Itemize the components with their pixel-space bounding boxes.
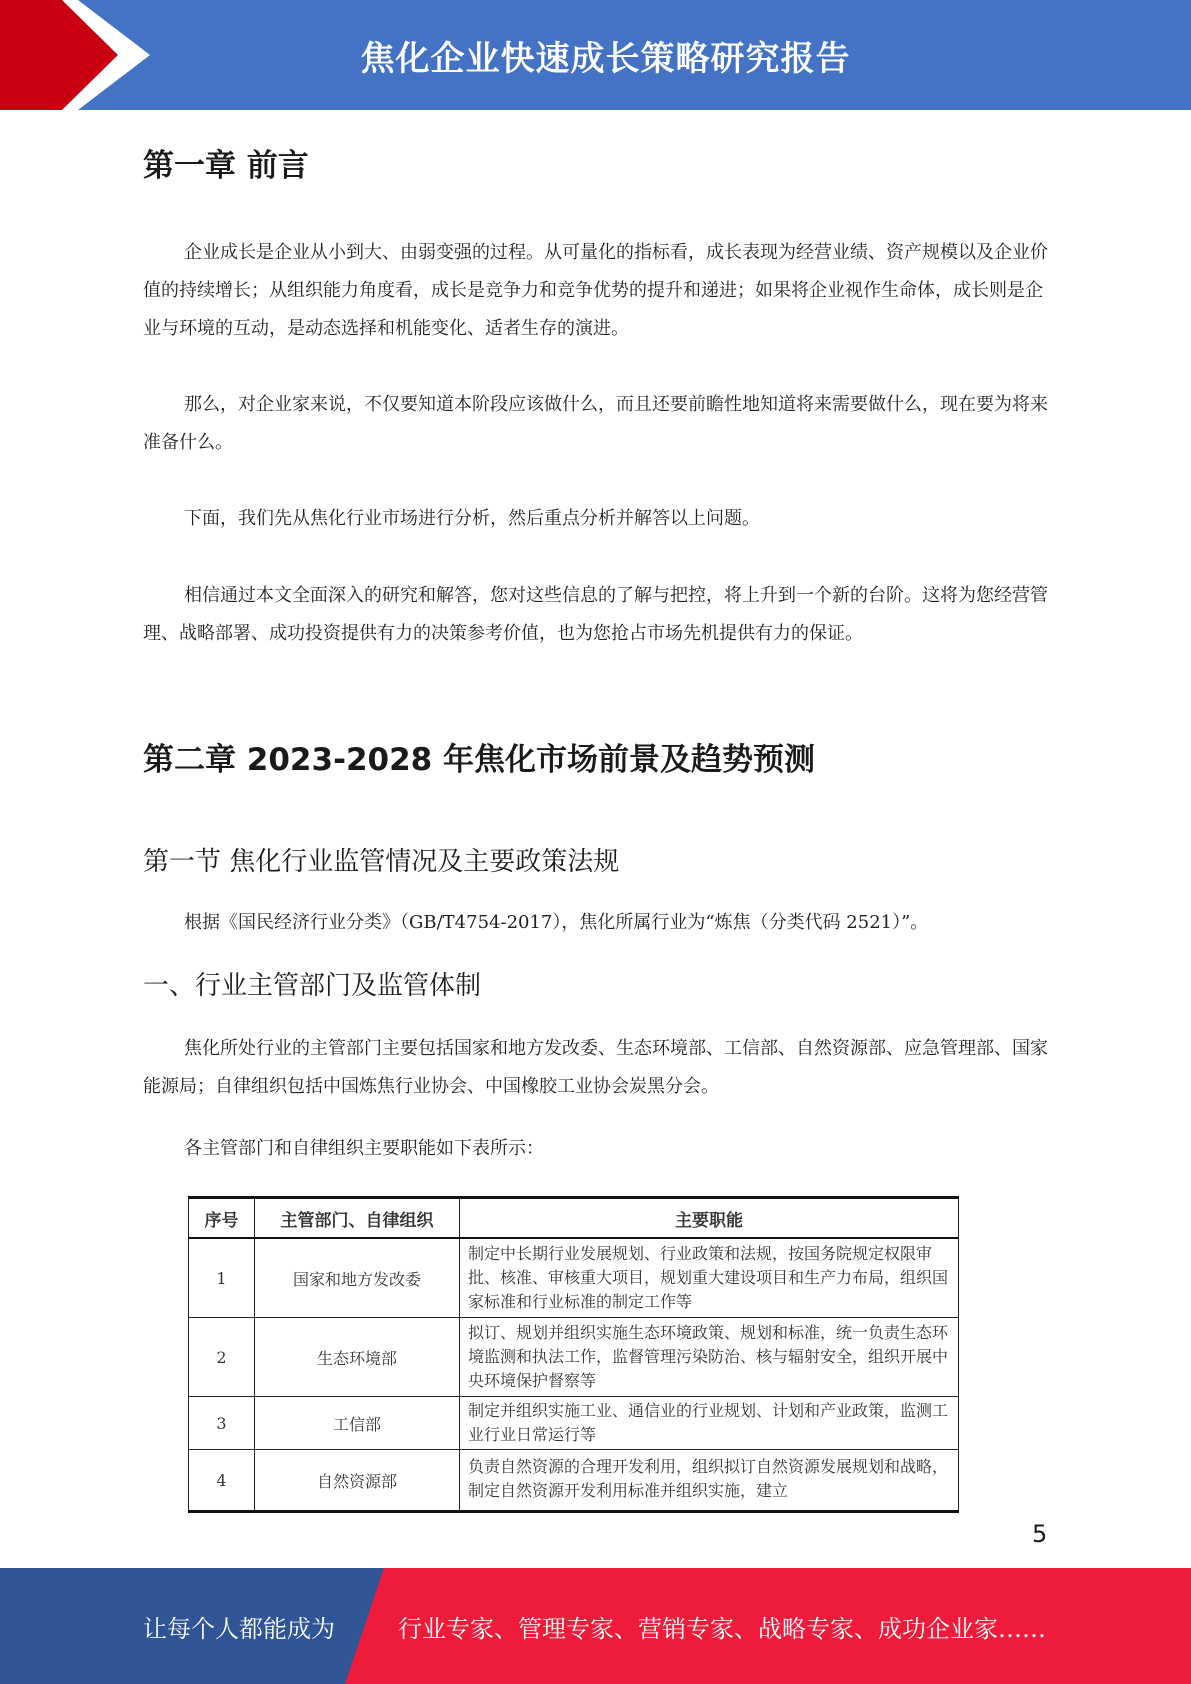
chapter2-title: 第二章 2023-2028 年焦化市场前景及趋势预测 — [143, 742, 816, 778]
page-number: 5 — [1032, 1520, 1048, 1548]
chapter1-paragraph-3: 下面，我们先从焦化行业市场进行分析，然后重点分析并解答以上问题。 — [184, 508, 760, 529]
table-cell-org: 工信部 — [255, 1397, 460, 1450]
table-cell-no: 3 — [189, 1397, 255, 1450]
table-cell-duty: 制定并组织实施工业、通信业的行业规划、计划和产业政策，监测工业行业日常运行等 — [460, 1397, 959, 1450]
page-footer — [0, 1568, 1191, 1684]
subsection1-paragraph-2: 各主管部门和自律组织主要职能如下表所示： — [184, 1138, 544, 1159]
chapter1-title: 第一章 前言 — [143, 148, 309, 184]
footer-slogan-right: 行业专家、管理专家、营销专家、战略专家、成功企业家…… — [398, 1614, 1046, 1643]
functions-table — [188, 1196, 959, 1513]
chapter1-paragraph-4: 相信通过本文全面深入的研究和解答，您对这些信息的了解与把控，将上升到一个新的台阶。这将为您经营管理、战略部署、成功投资提供有力的决策参考价值，也为您抢占市场先机提供有力的保证。 — [143, 585, 1048, 644]
table-header-no: 序号 — [189, 1198, 255, 1239]
section1-paragraph: 根据《国民经济行业分类》（GB/T4754-2017），焦化所属行业为“炼焦（分类代码 2521）”。 — [184, 912, 929, 933]
page-header — [0, 0, 1191, 110]
table-header-row — [189, 1198, 959, 1239]
table-header-duty: 主要职能 — [460, 1198, 959, 1239]
functions-table-container — [188, 1196, 960, 1500]
table-row — [189, 1450, 959, 1512]
table-cell-org: 生态环境部 — [255, 1318, 460, 1397]
table-cell-no: 4 — [189, 1450, 255, 1512]
table-header-org: 主管部门、自律组织 — [255, 1198, 460, 1239]
table-cell-duty: 拟订、规划并组织实施生态环境政策、规划和标准，统一负责生态环境监测和执法工作，监督管理污染防治、核与辐射安全，组织开展中央环境保护督察等 — [460, 1318, 959, 1397]
table-row — [189, 1238, 959, 1318]
header-arrow-decoration — [0, 0, 160, 110]
table-cell-duty: 制定中长期行业发展规划、行业政策和法规，按国务院规定权限审批、核准、审核重大项目，规划重大建设项目和生产力布局，组织国家标准和行业标准的制定工作等 — [460, 1238, 959, 1318]
report-title: 焦化企业快速成长策略研究报告 — [360, 38, 851, 79]
table-cell-no: 2 — [189, 1318, 255, 1397]
subsection1-title: 一、行业主管部门及监管体制 — [143, 971, 482, 1001]
table-cell-duty — [460, 1450, 959, 1512]
subsection1-paragraph-1: 焦化所处行业的主管部门主要包括国家和地方发改委、生态环境部、工信部、自然资源部、应急管理部、国家能源局；自律组织包括中国炼焦行业协会、中国橡胶工业协会炭黑分会。 — [143, 1038, 1048, 1097]
table-cell-org: 国家和地方发改委 — [255, 1238, 460, 1318]
table-cell-duty-text: 负责自然资源的合理开发利用，组织拟订自然资源发展规划和战略，制定自然资源开发利用标准并组织实施，建立 — [468, 1457, 949, 1500]
table-cell-org: 自然资源部 — [255, 1450, 460, 1512]
chapter1-paragraph-2: 那么，对企业家来说，不仅要知道本阶段应该做什么，而且还要前瞻性地知道将来需要做什么，现在要为将来准备什么。 — [143, 394, 1048, 453]
section1-title: 第一节 焦化行业监管情况及主要政策法规 — [143, 847, 620, 877]
chapter1-paragraph-1: 企业成长是企业从小到大、由弱变强的过程。从可量化的指标看，成长表现为经营业绩、资产规模以及企业价值的持续增长；从组织能力角度看，成长是竞争力和竞争优势的提升和递进；如果将企业视作生命体，成长则是企业与环境的互动，是动态选择和机能变化、适者生存的演进。 — [143, 242, 1048, 339]
footer-slogan-left: 让每个人都能成为 — [143, 1614, 335, 1643]
table-row — [189, 1318, 959, 1397]
table-cell-no: 1 — [189, 1238, 255, 1318]
table-row — [189, 1397, 959, 1450]
